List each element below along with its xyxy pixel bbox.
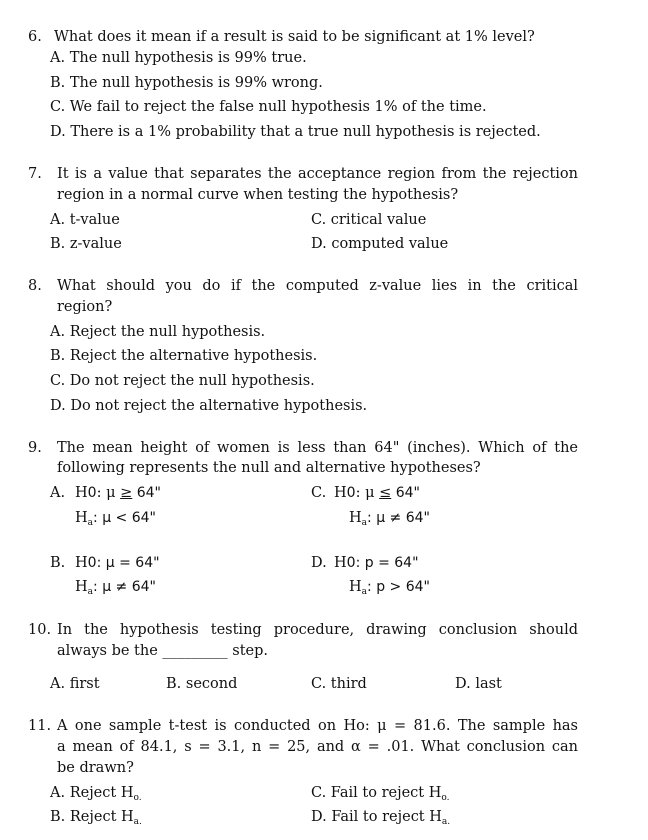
choice-b: B. The null hypothesis is 99% wrong. xyxy=(50,75,323,91)
choice-c: C. Fail to reject $H_{o.}$ xyxy=(311,785,450,803)
choice-c: C. Do not reject the null hypothesis. xyxy=(50,373,315,389)
question-stem-line-1: A one sample t-test is conducted on Ho: μ = 81.6. The sample has xyxy=(57,718,578,734)
choice-b: B. second xyxy=(166,676,238,692)
question-number: 6. xyxy=(28,29,42,45)
question-stem-line-1: What should you do if the computed z-value lies in the critical xyxy=(57,278,578,294)
choice-a-label: A. xyxy=(50,485,66,501)
question-stem-line-1: The mean height of women is less than 64" (inches). Which of the xyxy=(57,440,578,456)
choice-b-label: B. xyxy=(50,555,66,571)
choice-c-null-hypothesis: H0: μ ≤ 64" xyxy=(334,485,420,501)
question-number: 11. xyxy=(28,718,52,734)
choice-c: C. We fail to reject the false null hypothesis 1% of the time. xyxy=(50,99,487,115)
question-stem-line-2: region in a normal curve when testing the hypothesis? xyxy=(57,187,459,203)
choice-d: D. last xyxy=(455,676,502,692)
choice-a: A. first xyxy=(50,676,100,692)
question-number: 10. xyxy=(28,622,52,638)
question-stem-line-1: In the hypothesis testing procedure, drawing conclusion should xyxy=(57,622,578,638)
question-number: 8. xyxy=(28,278,42,294)
choice-c-alt-hypothesis: $H_a$: μ ≠ 64" xyxy=(349,510,430,528)
choice-a: A. The null hypothesis is 99% true. xyxy=(50,50,307,66)
question-stem-line-3: be drawn? xyxy=(57,760,134,776)
choice-a: A. Reject $H_{o.}$ xyxy=(50,785,142,803)
question-stem-line-2: a mean of 84.1, s = 3.1, n = 25, and α = .01. What conclusion can xyxy=(57,739,578,755)
choice-a-null-hypothesis: H0: μ ≥ 64" xyxy=(75,485,161,501)
choice-b: B. Reject $H_{a.}$ xyxy=(50,809,142,827)
choice-d-null-hypothesis: H0: p = 64" xyxy=(334,555,419,571)
choice-c: C. critical value xyxy=(311,212,427,228)
choice-d-alt-hypothesis: $H_a$: p > 64" xyxy=(349,579,430,597)
choice-b: B. z-value xyxy=(50,236,122,252)
choice-b-alt-hypothesis: $H_a$: μ ≠ 64" xyxy=(75,579,156,597)
choice-d-label: D. xyxy=(311,555,327,571)
choice-b-null-hypothesis: H0: μ = 64" xyxy=(75,555,160,571)
question-stem-line-2: always be the _________ step. xyxy=(57,643,269,659)
question-stem-line-2: following represents the null and alternative hypotheses? xyxy=(57,460,481,476)
answer-blank: _________ xyxy=(162,643,228,659)
choice-d: D. Do not reject the alternative hypothesis. xyxy=(50,398,368,414)
choice-a-alt-hypothesis: $H_a$: μ < 64" xyxy=(75,510,156,528)
choice-a: A. t-value xyxy=(50,212,120,228)
choice-c: C. third xyxy=(311,676,367,692)
choice-d: D. There is a 1% probability that a true null hypothesis is rejected. xyxy=(50,124,541,140)
choice-d: D. Fail to reject $H_{a.}$ xyxy=(311,809,451,827)
choice-d: D. computed value xyxy=(311,236,449,252)
question-number: 9. xyxy=(28,440,42,456)
question-stem-line-1: It is a value that separates the acceptance region from the rejection xyxy=(57,166,578,182)
choice-c-label: C. xyxy=(311,485,327,501)
question-number: 7. xyxy=(28,166,42,182)
question-stem: What does it mean if a result is said to be significant at 1% level? xyxy=(54,29,535,45)
choice-b: B. Reject the alternative hypothesis. xyxy=(50,348,318,364)
question-stem-line-2: region? xyxy=(57,299,113,315)
choice-a: A. Reject the null hypothesis. xyxy=(50,324,266,340)
